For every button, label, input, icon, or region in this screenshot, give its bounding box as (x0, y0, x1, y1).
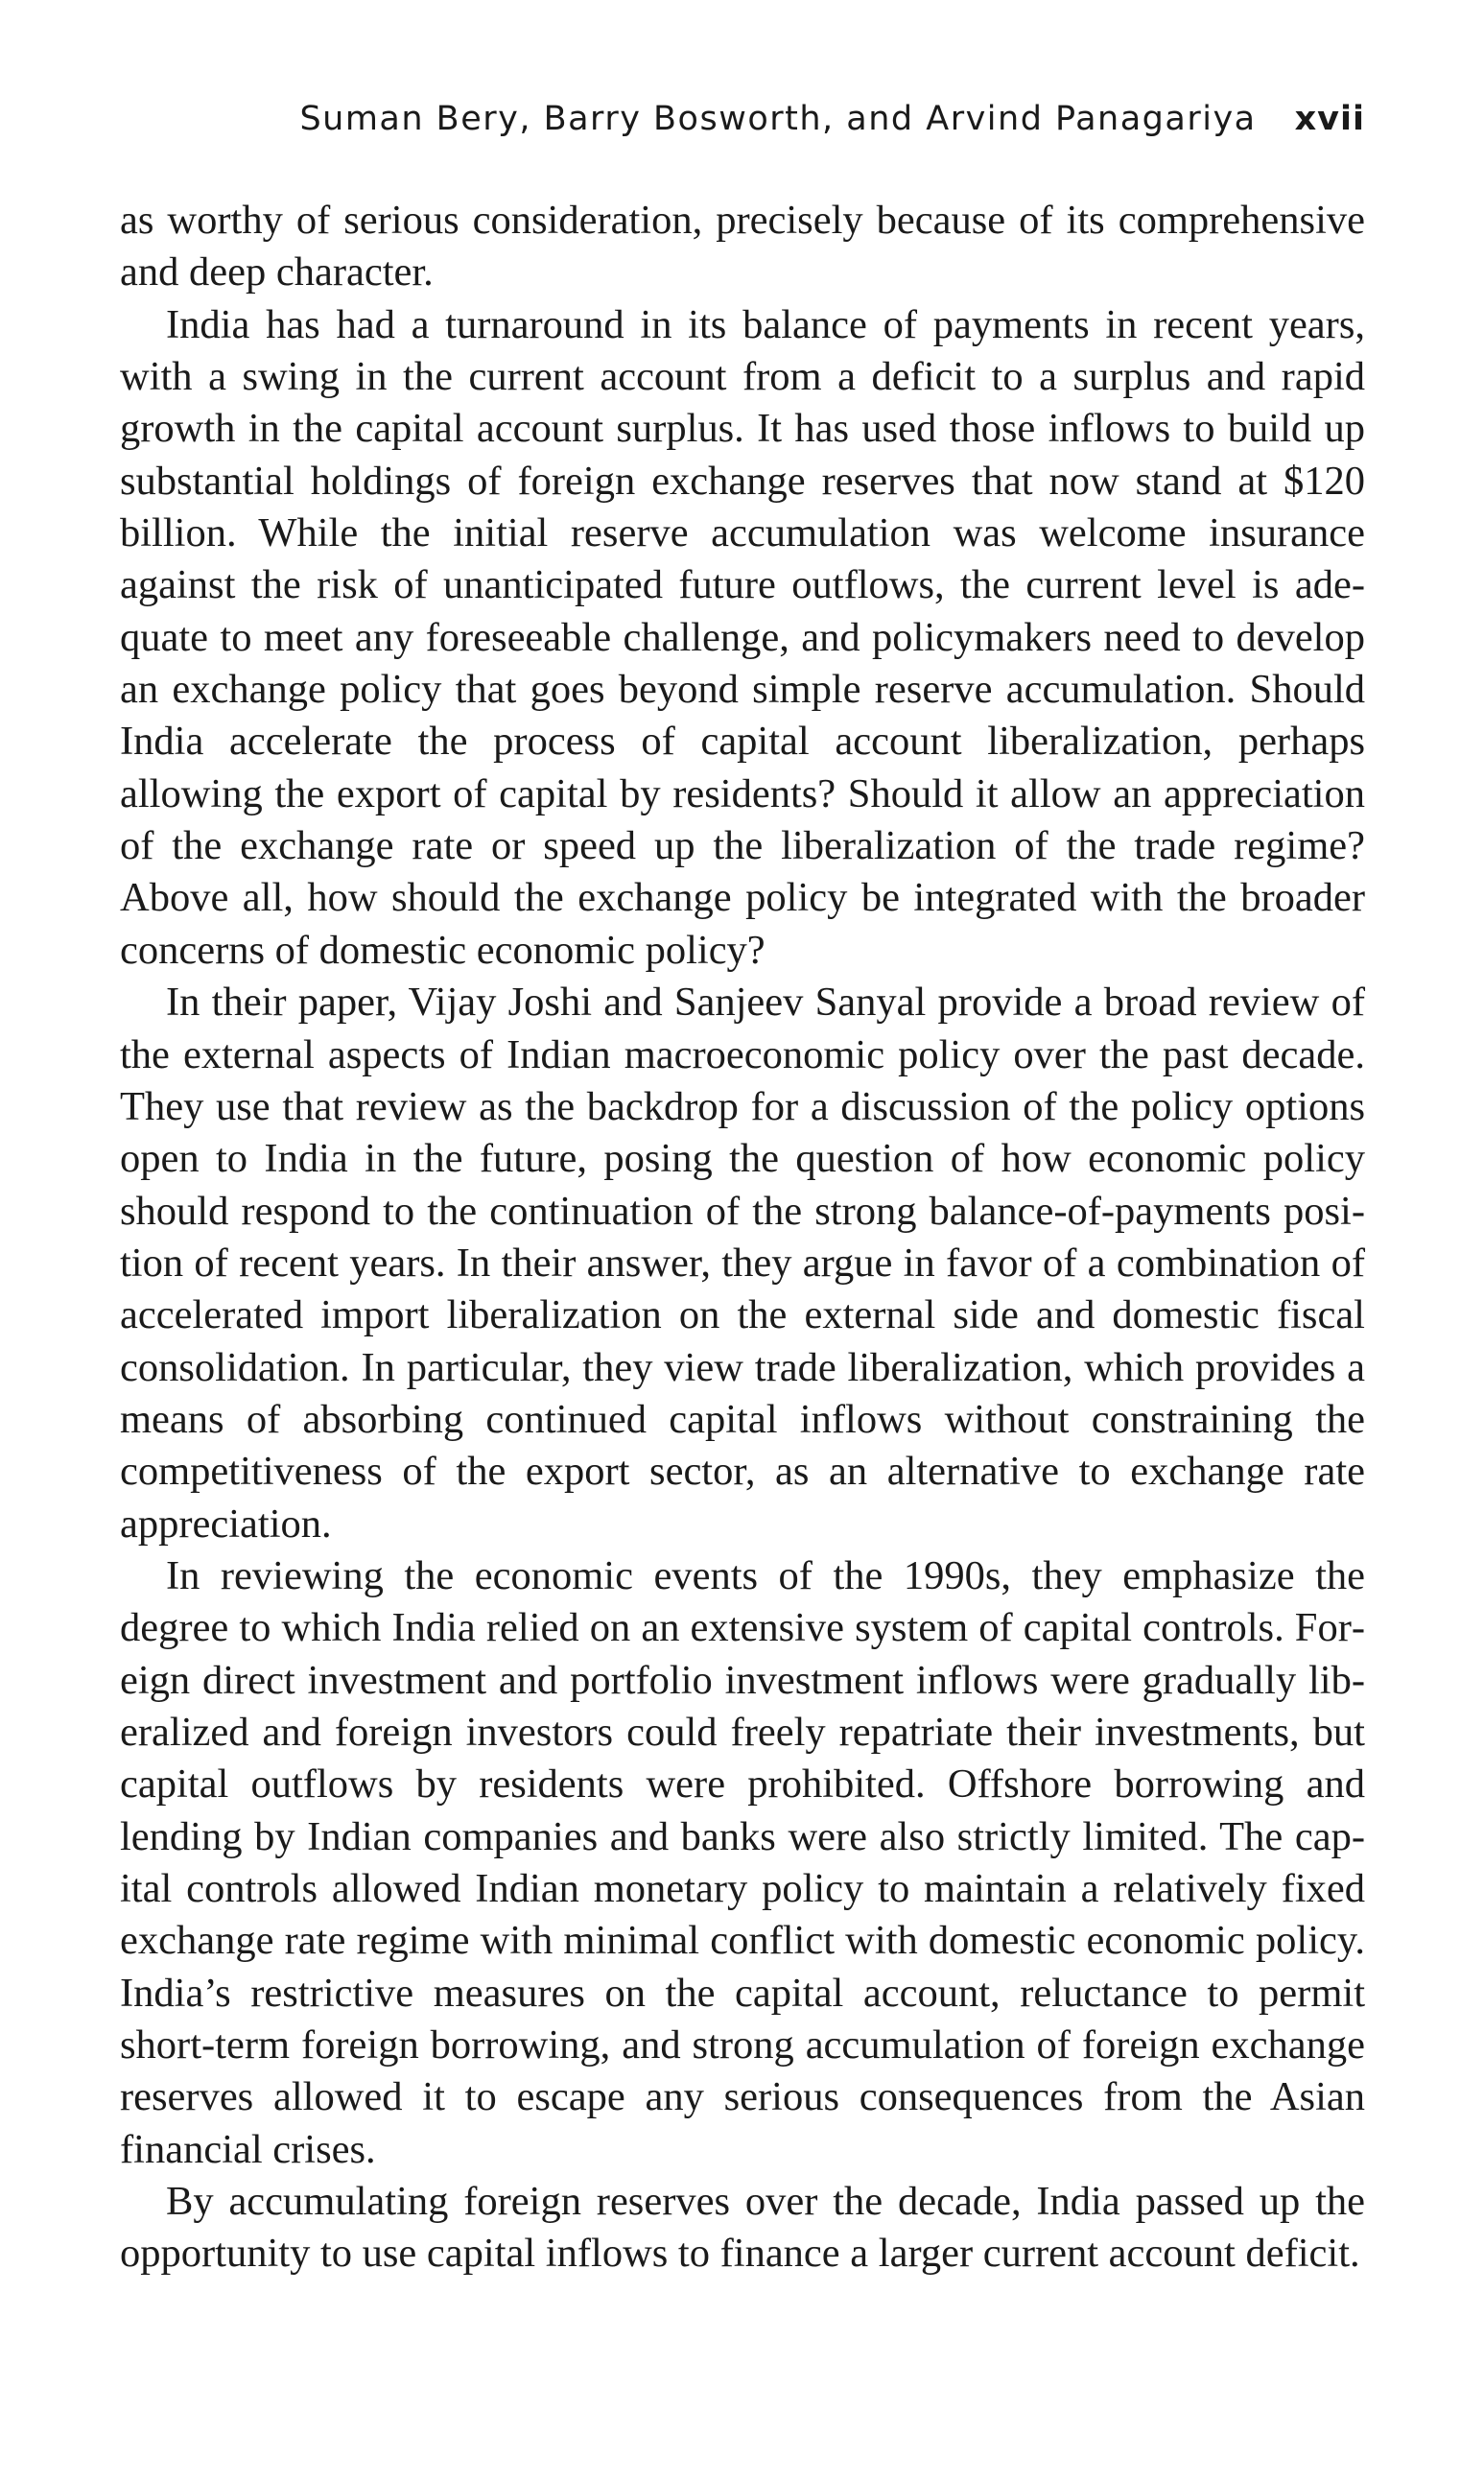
paragraph: By accumulating foreign reserves over the decade, India passed up the opportunity to use capital inflows to finance a larger current account deficit. (120, 2179, 1365, 2277)
paragraph: India has had a turnaround in its balance of payments in recent years, with a swing in the current account from a deficit to a surplus and rapid growth in the capital account surplus. It has used those inflows to build up substantial holdings of foreign exchange reserves that now stand at $120 billion. While the initial reserve accumulation was welcome insurance against the risk of unanticipated future outflows, the current level is adequate to meet any foreseeable challenge, and policymakers need to develop an exchange policy that goes beyond simple reserve accumulation. Should India accelerate the process of capital account liberalization, perhaps allowing the export of capital by residents? Should it allow an appreciation of the exchange rate or speed up the liberalization of the trade regime? Above all, how should the exchange policy be integrated with the broader concerns of domestic economic policy? (120, 301, 1365, 973)
page-number: xvii (1294, 100, 1365, 138)
paragraph-continued: as worthy of serious consideration, precisely because of its comprehensive and deep character. (120, 198, 1365, 295)
paragraph: In their paper, Vijay Joshi and Sanjeev Sanyal provide a broad review of the external aspects of Indian macroeconomic policy over the past decade. They use that review as the backdrop for a discussion of the policy options open to India in the future, posing the question of how economic policy should respond to the continuation of the strong balance-of-payments position of recent years. In their answer, they argue in favor of a combination of accelerated import liberalization on the external side and domestic fiscal consolidation. In particular, they view trade liberalization, which provides a means of absorbing continued capital inflows without constraining the competitiveness of the export sector, as an alternative to exchange rate appreciation. (120, 980, 1365, 1547)
paragraph: In reviewing the economic events of the 1990s, they emphasize the degree to which India relied on an extensive system of capital controls. Foreign direct investment and portfolio investment inflows were gradually liberalized and foreign investors could freely repatriate their investments, but capital outflows by residents were prohibited. Offshore borrowing and lending by Indian companies and banks were also strictly limited. The capital controls allowed Indian monetary policy to maintain a relatively fixed exchange rate regime with minimal conflict with domestic economic policy. India’s restrictive measures on the capital account, reluctance to permit short-term foreign borrowing, and strong accumulation of foreign exchange reserves allowed it to escape any serious consequences from the Asian financial crises. (120, 1552, 1365, 2172)
running-header (120, 100, 1365, 157)
header-authors: Suman Bery, Barry Bosworth, and Arvind Panagariya (299, 100, 1257, 138)
body-text (120, 195, 1365, 2281)
